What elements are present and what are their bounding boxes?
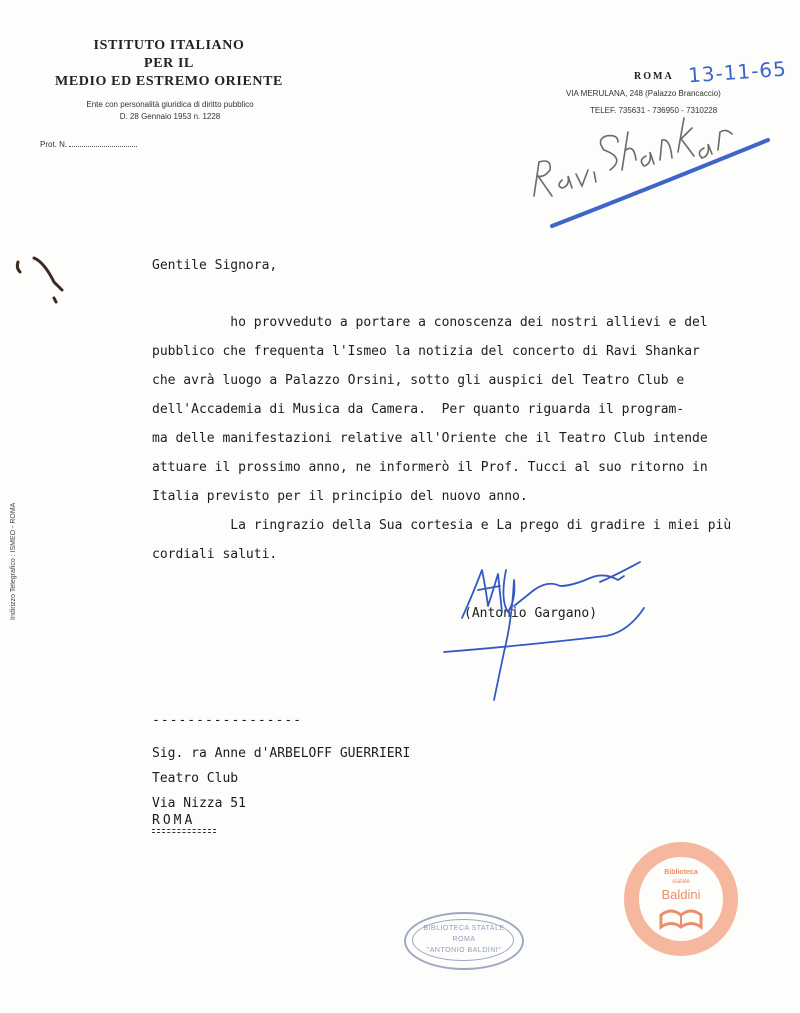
stamp-line-2: ROMA xyxy=(452,936,476,943)
letter-body: ho provveduto a portare a conoscenza dei nostri allievi e del pubblico che frequenta l'Ismeo la notizia del concerto di Ravi Shankar che avrà luogo a Palazzo Orsini, sotto gli auspici del Teatro Club e dell'Accademia di Musica da Camera. Per quanto riguarda il program- ma delle manifestazioni relative all'Oriente che il Teatro Club intende attuare il prossimo anno, ne informerò il Prof. Tucci al suo ritorno in Italia previsto per il principio del nuovo anno. La ringrazio della Sua cortesia e La prego di gradire i miei più cordiali saluti. xyxy=(152,315,732,562)
institute-name xyxy=(40,37,298,91)
protocol-dots xyxy=(69,138,137,147)
protocol-number xyxy=(40,138,137,149)
stamp-line-1: BIBLIOTECA STATALE xyxy=(423,925,505,932)
telegraph-address xyxy=(10,460,24,630)
book-icon xyxy=(639,857,723,941)
stamp-line-3: "ANTONIO BALDINI" xyxy=(426,947,502,954)
library-logo-line-2: statale xyxy=(672,879,690,885)
letterhead-address: VIA MERULANA, 248 (Palazzo Brancaccio) xyxy=(566,89,721,98)
letterhead-phone: TELEF. 735631 - 736950 - 7310228 xyxy=(590,106,718,115)
separator-line: ----------------- xyxy=(152,713,303,728)
library-logo xyxy=(624,842,738,956)
recipient-organization: Teatro Club xyxy=(152,771,239,786)
recipient-address xyxy=(152,741,410,816)
library-logo-line-1: Biblioteca xyxy=(664,869,698,876)
salutation: Gentile Signora, xyxy=(152,258,278,273)
recipient-name: Sig. ra Anne d'ARBELOFF GUERRIERI xyxy=(152,746,411,761)
legal-line-2: D. 28 Gennaio 1953 n. 1228 xyxy=(119,112,221,121)
signatory-name: (Antonio Gargano) xyxy=(464,606,598,621)
library-stamp xyxy=(404,912,524,970)
handwritten-underline xyxy=(552,140,768,226)
recipient-city: ROMA xyxy=(152,813,196,828)
institute-line-2: PER IL xyxy=(144,56,194,71)
recipient-street: Via Nizza 51 xyxy=(152,796,246,811)
telegraph-address-text: Indirizzo Telegrafico : ISMEO - ROMA xyxy=(10,502,17,620)
institute-line-3: MEDIO ED ESTREMO ORIENTE xyxy=(55,74,283,89)
library-logo-inner xyxy=(639,857,723,941)
legal-status xyxy=(50,99,290,123)
margin-dot xyxy=(54,298,56,302)
legal-line-1: Ente con personalità giuridica di diritto pubblico xyxy=(86,100,254,109)
institute-line-1: ISTITUTO ITALIANO xyxy=(93,38,245,53)
signature xyxy=(444,562,644,700)
library-logo-name: Baldini xyxy=(661,887,701,902)
handwritten-date: 13-11-65 xyxy=(687,56,788,88)
protocol-label: Prot. N. xyxy=(40,140,68,149)
handwritten-note xyxy=(534,118,732,196)
recipient-city-underline xyxy=(152,829,216,833)
letterhead-city: ROMA xyxy=(634,71,674,82)
margin-mark xyxy=(17,258,62,290)
